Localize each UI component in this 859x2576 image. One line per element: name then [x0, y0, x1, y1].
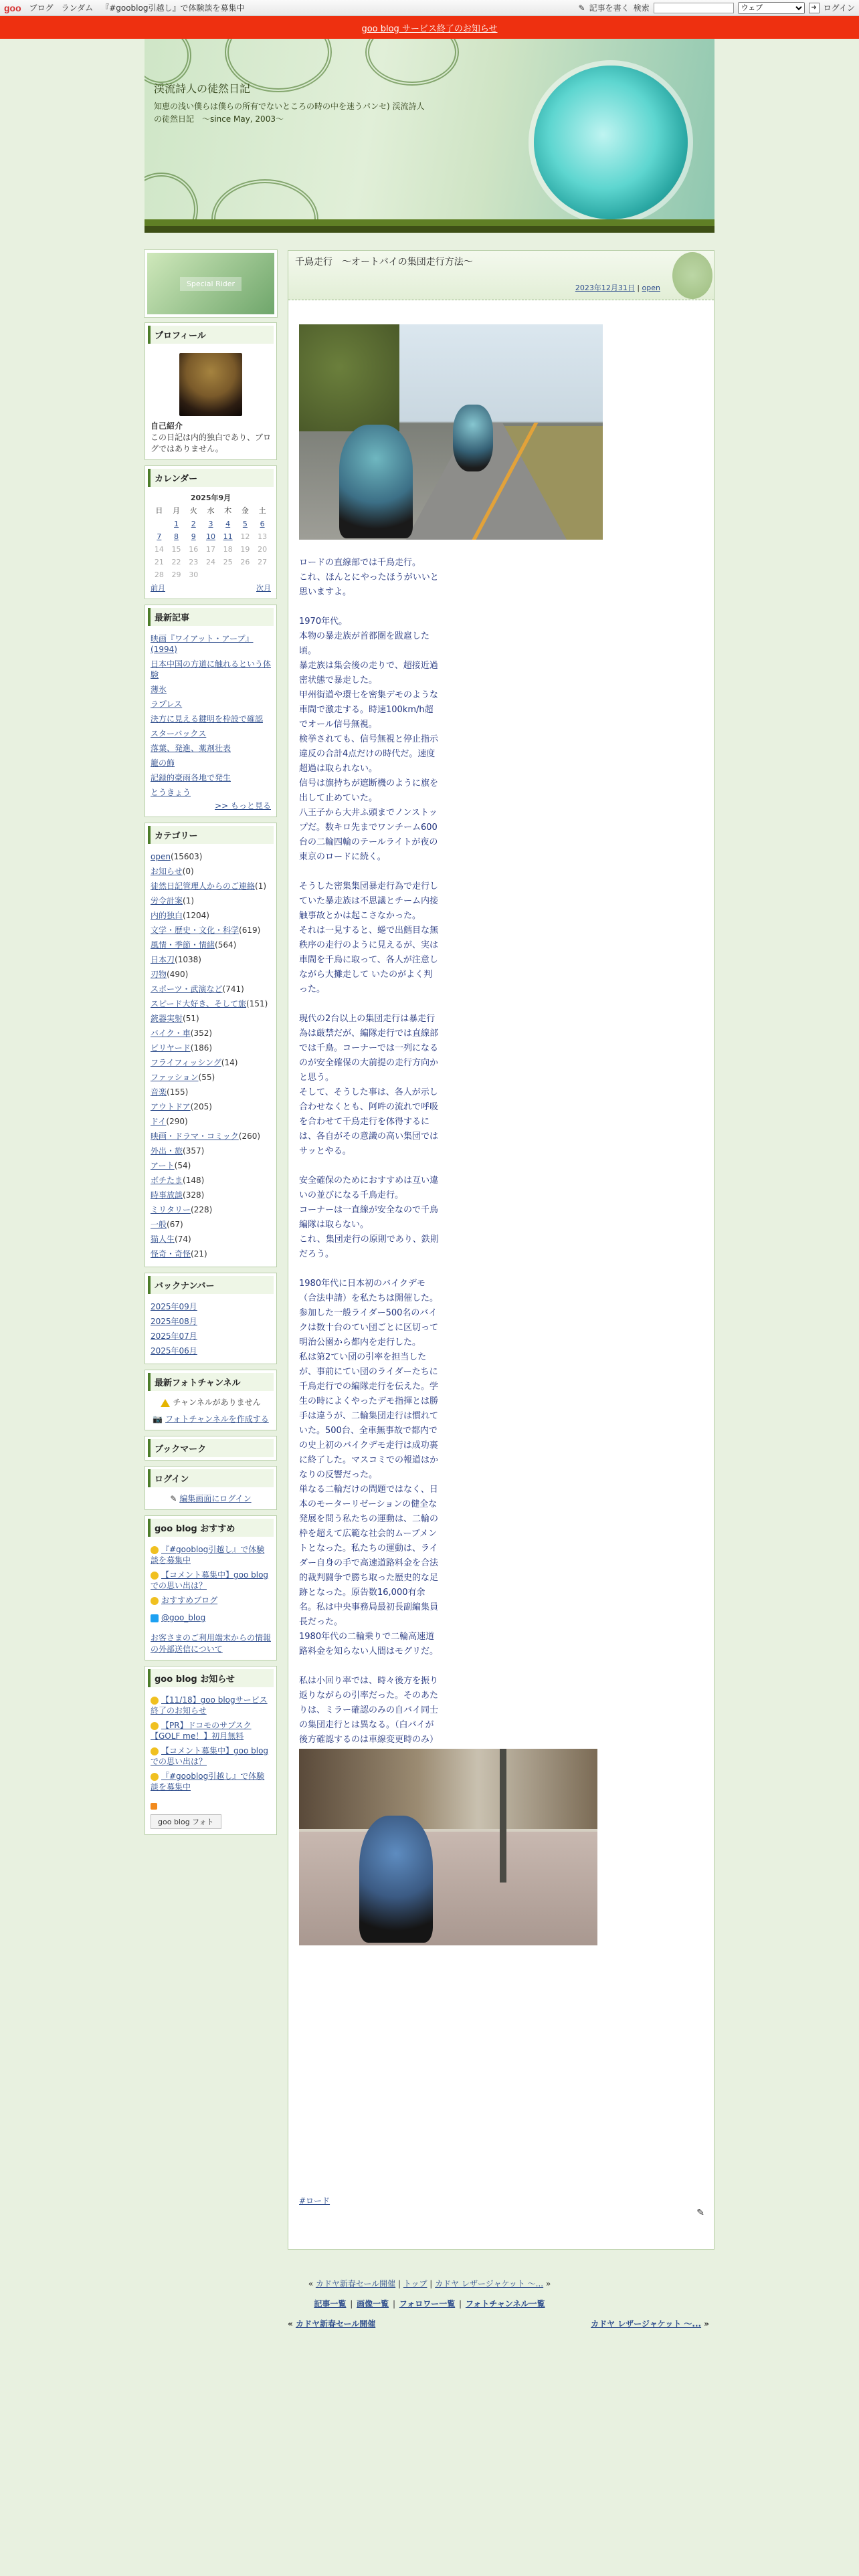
category-item[interactable]: 時事放談(328) [151, 1190, 205, 1200]
search-input[interactable] [654, 3, 734, 13]
login-heading: ログイン [148, 1469, 274, 1487]
calendar-day: 28 [154, 570, 164, 579]
category-item[interactable]: open(15603) [151, 852, 203, 861]
calendar-table [151, 503, 271, 581]
image-list-link[interactable]: 画像一覧 [357, 2299, 389, 2309]
category-item[interactable]: 風情・季節・情緒(564) [151, 940, 237, 950]
rider-shape [359, 1816, 433, 1943]
oshirase-heading: goo blog お知らせ [148, 1669, 274, 1687]
calendar-day: 12 [240, 532, 250, 541]
calendar-day: 25 [223, 558, 233, 566]
recent-posts-heading: 最新記事 [148, 608, 274, 626]
search-label: 検索 [633, 3, 650, 13]
blog-header [145, 39, 714, 233]
calendar-month: 2025年9月 [190, 494, 231, 502]
oshirase-box [145, 1666, 277, 1835]
ornament-icon [365, 39, 459, 86]
list-item[interactable]: 『#gooblog引越し』で体験談を募集中 [151, 1772, 265, 1792]
prev-post-link[interactable]: カドヤ新春セール開催 [315, 2279, 396, 2288]
category-item[interactable]: 文学・歴史・文化・科学(619) [151, 926, 261, 935]
category-item[interactable]: 刃物(490) [151, 970, 189, 979]
calendar-day[interactable]: 5 [242, 520, 248, 528]
osusume-heading: goo blog おすすめ [148, 1519, 274, 1537]
storefront-shape [299, 1749, 597, 1829]
profile-heading: プロフィール [148, 326, 274, 344]
list-item[interactable]: スターバックス [151, 729, 207, 738]
list-item[interactable]: 2025年06月 [151, 1346, 197, 1356]
prev-next-bottom-row: « カドヤ新春セール開催 カドヤ レザージャケット ～... » [288, 2319, 709, 2329]
category-item[interactable]: アウトドア(205) [151, 1102, 212, 1111]
bottom-navigation [145, 2274, 714, 2334]
list-item[interactable]: 『#gooblog引越し』で体験談を募集中 [151, 1545, 265, 1565]
edit-login-link[interactable]: 編集画面にログイン [179, 1494, 252, 1503]
list-item[interactable]: とうきょう [151, 788, 191, 797]
category-item[interactable]: 音楽(155) [151, 1087, 189, 1097]
calendar-heading: カレンダー [148, 469, 274, 487]
calendar-day: 14 [154, 545, 164, 554]
calendar-prev-link[interactable]: 前月 [151, 584, 165, 593]
recent-posts-box [145, 605, 277, 817]
calendar-day[interactable]: 3 [208, 520, 213, 528]
category-item[interactable]: 日本刀(1038) [151, 955, 201, 964]
category-item[interactable]: 労令計案(1) [151, 896, 195, 905]
bulb-icon [151, 1546, 159, 1554]
category-item[interactable]: 映画・ドラマ・コミック(260) [151, 1132, 261, 1141]
calendar-day: 19 [240, 545, 250, 554]
category-item[interactable]: 内的独白(1204) [151, 911, 209, 920]
calendar-day[interactable]: 1 [174, 520, 179, 528]
calendar-day [202, 568, 219, 581]
intro-label: 自己紹介 [151, 421, 183, 431]
calendar-day: 22 [171, 558, 181, 566]
create-photo-channel-link[interactable]: フォトチャンネルを作成する [165, 1414, 269, 1424]
list-item[interactable]: おすすめブログ [151, 1593, 271, 1608]
category-item[interactable]: 銃器実射(51) [151, 1014, 199, 1023]
calendar-day[interactable]: 4 [225, 520, 231, 528]
osusume-box [145, 1515, 277, 1660]
service-notice-banner [0, 16, 859, 39]
calendar-day[interactable]: 2 [191, 520, 196, 528]
photo-channel-box [145, 1370, 277, 1430]
pencil-icon: ✎ [578, 3, 585, 13]
blog-title[interactable]: 渓流詩人の徒然日記 [154, 82, 251, 95]
weekday-label: 月 [173, 506, 181, 515]
calendar-day: 17 [205, 545, 215, 554]
profile-box [145, 322, 277, 460]
street-shape [299, 1832, 597, 1945]
page-wrapper [145, 39, 714, 2334]
info-icon [151, 1722, 159, 1730]
list-item[interactable]: 籠の飾 [151, 758, 175, 768]
category-item[interactable]: 徒然日記管理人からのご連絡(1) [151, 881, 267, 891]
calendar-day[interactable]: 9 [191, 532, 196, 541]
calendar-day: 23 [189, 558, 199, 566]
weekday-label: 火 [189, 506, 197, 515]
list-item[interactable]: 日本中国の方道に触れるという体験 [151, 659, 272, 679]
photo-channel-heading: 最新フォトチャンネル [148, 1373, 274, 1391]
prev-post-link-bottom[interactable]: カドヤ新春セール開催 [295, 2319, 376, 2329]
top-link[interactable]: トップ [403, 2279, 427, 2288]
pole-shape [500, 1749, 506, 1883]
bookmark-box [145, 1436, 277, 1461]
weekday-label: 木 [224, 506, 232, 515]
list-item[interactable]: 落葉、発進、薬剤壮表 [151, 744, 231, 753]
category-item[interactable]: 怪奇・奇怪(21) [151, 1249, 207, 1259]
category-heading: カテゴリー [148, 826, 274, 844]
calendar-day[interactable]: 10 [205, 532, 215, 541]
calendar-day: 21 [154, 558, 164, 566]
category-item[interactable]: 猫人生(74) [151, 1235, 191, 1244]
calendar-box [145, 465, 277, 599]
search-submit-button[interactable]: ➜ [809, 3, 820, 13]
list-item[interactable]: 【コメント募集中】goo blogでの思い出は？ [151, 1746, 269, 1766]
bulb-icon [151, 1597, 159, 1605]
edit-pencil-icon[interactable]: ✎ [696, 2208, 704, 2218]
post-entry [288, 250, 714, 2250]
category-item[interactable]: お知らせ(0) [151, 867, 194, 876]
calendar-day [151, 518, 168, 530]
rider-shape [453, 405, 493, 471]
rider-shape [339, 425, 413, 538]
list-item[interactable]: 2025年08月 [151, 1317, 197, 1326]
twitter-icon [151, 1614, 159, 1622]
follower-list-link[interactable]: フォロワー一覧 [399, 2299, 456, 2309]
tag-link[interactable]: #ロード [299, 2196, 330, 2206]
star-icon [151, 1697, 159, 1705]
write-post-link[interactable]: 記事を書く [589, 3, 630, 13]
category-item[interactable]: スポーツ・武演など(741) [151, 984, 244, 994]
sidebar [145, 250, 277, 2250]
calendar-day: 13 [258, 532, 268, 541]
category-item[interactable]: ボチたま(148) [151, 1176, 205, 1185]
calendar-day [254, 568, 271, 581]
calendar-next-link[interactable]: 次月 [256, 584, 271, 593]
weekday-label: 土 [258, 506, 266, 515]
category-item[interactable]: ドイ(290) [151, 1117, 188, 1126]
backnumber-box [145, 1273, 277, 1364]
post-body: ロードの直線部では千鳥走行。 これ、ほんとにやったほうがいいと思いますよ。 1970年代。 本物の暴走族が首都圏を跋扈した頃。 暴走族は集会後の走りで、超接近過密状態で暴走した。 甲州街道や環七を密集デモのような車間で激走する。時速100km/h超でオール信号無視。 検挙されても、信号無視と停止指示違反の合計4点だけの時代だ。速度超過は取られない。 信号は旗持ちが遮断機のように旗を出して止めていた。 八王子から大井ふ頭までノンストップだ。数キロ先までワンチーム600台の二輪四輪のテールライトが夜の東京のロードに続く。 そうした密集集団暴走行為で走行していた暴走族は不思議とチーム内接触事故とかは起こさなかった。 それは一見すると、蜷で出鱈目な無秩序の走行のように見えるが、実は車間を千鳥に取って、各人が注意しながら大攤走して いたのがよく判った。 現代の2台以上の集団走行は暴走行為は厳禁だが、編隊走行では直線部では千鳥。コーナーでは一列になるのが安全確保の大前提の走行方向かと思う。 そして、そうした事は、各人が示し合わせなくとも、阿吽の流れで呼吸を合わせて千鳥走行を体得するには、各自がその意識の高い集団ではサッとやる。 安全確保のためにおすすめは互い違いの並びになる千鳥走行。 コーナーは一直線が安全なので千鳥編隊は取らない。 これ、集団走行の原則であり、鉄則だろう。 1980年代に日本初のバイクデモ（合法申請）を私たちは開催した。 参加した一般ライダー500名のバイクは数十台のてい団ごとに区切って明治公園から都内を走行した。 私は第2てい団の引率を担当したが、事前にてい団のライダーたちに千鳥走行での編隊走行を伝えた。学生の時によくやったデモ指揮とは勝手は違うが、二輪集団走行は慣れていた。500台、全車無事故で都内での史上初のバイクデモ走行は成功裏に終了した。マスコミでの報道はかなりの反響だった。 単なる二輪だけの問題ではなく、日本のモーターリゼーションの健全な発展を問う私たちの運動は、二輪の枠を超えて広範な社会的ムーブメントとなった。私たちの運動は、ライダー自身の手で高速道路料金を合法的裁判闘争で勝ち取った歴史的な足跡となった。原告数16,000有余名。私は中央事務局最初長副編集員長だった。 1980年代の二輪乗りで二輪高速道路料金を知らない人間はモグリだ。 私は小回り率では、時々後方を振り返りながらの引率だった。そのあたりは、ミラー確認のみの自バイ同士の集団走行とは異なる。（白バイが後方確認するのは車線変更時のみ） [299, 558, 439, 1745]
blog-description: 知恵の浅い僕らは僕らの所有でないところの時の中を迷うパンセ) 渓流詩人の徒然日記 ～since May, 2003～ [154, 102, 425, 124]
category-item[interactable]: アート(54) [151, 1161, 191, 1170]
calendar-day: 30 [189, 570, 199, 579]
topbar-right [579, 2, 856, 14]
leaf-ornament-icon [672, 252, 712, 299]
category-list [151, 849, 271, 1261]
calendar-day: 29 [171, 570, 181, 579]
header-image-glass [534, 66, 688, 219]
topbar-link-blog[interactable]: ブログ [29, 3, 54, 13]
weekday-label: 水 [207, 506, 215, 515]
more-posts-link[interactable]: >> もっと見る [215, 801, 271, 811]
list-item[interactable]: 記録的豪雨各地で発生 [151, 773, 231, 782]
ornament-icon [145, 39, 191, 86]
category-item[interactable]: 一般(67) [151, 1220, 183, 1229]
calendar-day: 26 [240, 558, 250, 566]
calendar-day: 27 [258, 558, 268, 566]
calendar-day: 24 [205, 558, 215, 566]
banner-caption: Special Rider [180, 277, 242, 291]
calendar-day: 16 [189, 545, 199, 554]
search-type-select[interactable] [738, 2, 805, 14]
calendar-day [219, 568, 237, 581]
goo-blog-foto-button[interactable]: goo blog フォト [151, 1814, 221, 1829]
login-box [145, 1466, 277, 1510]
post-date: 2023年12月31日 | open [575, 284, 660, 292]
list-links-row: 記事一覧 | 画像一覧 | フォロワー一覧 | フォトチャンネル一覧 [314, 2299, 545, 2309]
photo-channel-empty: チャンネルがありません [173, 1398, 261, 1407]
bulb-icon [151, 1747, 159, 1755]
weekday-label: 金 [241, 506, 249, 515]
list-item[interactable]: 【11/18】goo blogサービス終了のお知らせ [151, 1695, 268, 1715]
bulb-icon [151, 1572, 159, 1580]
post-date-link[interactable]: 2023年12月31日 [575, 284, 635, 292]
list-item[interactable]: ラプレス [151, 700, 183, 709]
category-item[interactable]: スピード大好き、そして旅(151) [151, 999, 268, 1008]
avatar[interactable] [179, 353, 242, 416]
calendar-day[interactable]: 7 [157, 532, 162, 541]
post-title[interactable]: 千鳥走行 ～オートバイの集団走行方法～ [295, 257, 473, 267]
sidebar-banner[interactable] [145, 250, 277, 317]
goo-logo[interactable]: goo [4, 2, 21, 13]
post-header [288, 251, 714, 300]
bookmark-heading: ブックマーク [148, 1439, 274, 1457]
next-post-link[interactable]: カドヤ レザージャケット ～... [435, 2279, 544, 2288]
external-transmission-link[interactable]: お客さまのご利用端末からの情報の外部送信について [151, 1633, 272, 1654]
post-category-link[interactable]: open [642, 284, 660, 292]
bulb-icon [151, 1773, 159, 1781]
category-item[interactable]: ミリタリー(228) [151, 1205, 213, 1214]
calendar-day: 20 [258, 545, 268, 554]
post-photo-riders-road[interactable] [299, 324, 603, 540]
pencil-icon: ✎ [170, 1494, 177, 1503]
list-item[interactable]: 【PR】ドコモのサブスク【GOLF me！】初月無料 [151, 1721, 252, 1741]
category-item[interactable]: フライフィッシング(14) [151, 1058, 238, 1067]
calendar-day[interactable]: 8 [174, 532, 179, 541]
topbar-link-random[interactable]: ランダム [61, 3, 94, 13]
top-bar [0, 0, 859, 16]
post-photo-rider-street[interactable] [299, 1749, 597, 1945]
list-item[interactable]: 2025年07月 [151, 1331, 197, 1341]
category-box [145, 823, 277, 1267]
calendar-day: 18 [223, 545, 233, 554]
intro-text: この日記は内的独白であり、ブログではありません。 [151, 433, 272, 453]
calendar-day[interactable]: 11 [223, 532, 233, 541]
photo-channel-list-link[interactable]: フォトチャンネル一覧 [465, 2299, 545, 2309]
tree-shape [299, 324, 399, 431]
prev-next-row: « カドヤ新春セール開催 | トップ | カドヤ レザージャケット ～... » [308, 2279, 551, 2288]
login-link[interactable]: ログイン [823, 3, 855, 13]
calendar-day[interactable]: 6 [260, 520, 265, 528]
calendar-day: 15 [171, 545, 181, 554]
warning-icon [161, 1399, 170, 1407]
next-post-link-bottom[interactable]: カドヤ レザージャケット ～... [591, 2319, 702, 2329]
rss-icon[interactable] [151, 1803, 157, 1810]
list-item[interactable]: 2025年09月 [151, 1302, 197, 1311]
weekday-label: 日 [155, 506, 163, 515]
calendar-day [237, 568, 254, 581]
category-item[interactable]: ビリヤード(186) [151, 1043, 213, 1053]
list-item[interactable]: 【コメント募集中】goo blogでの思い出は？ [151, 1570, 269, 1590]
category-item[interactable]: 外出・旅(357) [151, 1146, 205, 1156]
camera-icon: 📷 [153, 1414, 163, 1424]
article-list-link[interactable]: 記事一覧 [314, 2299, 347, 2309]
category-item[interactable]: バイク・車(352) [151, 1029, 213, 1038]
list-item[interactable]: 決方に見える鍵明を枠設で確認 [151, 714, 264, 724]
twitter-link[interactable]: @goo_blog [161, 1613, 206, 1622]
list-item[interactable]: 薄氷 [151, 685, 167, 694]
topbar-link-campaign[interactable]: 『#gooblog引越し』で体験談を募集中 [101, 3, 245, 13]
backnumber-heading: バックナンバー [148, 1276, 274, 1294]
service-notice-link[interactable]: goo blog サービス終了のお知らせ [361, 23, 498, 34]
post-tags [299, 2195, 330, 2206]
header-band [145, 219, 714, 226]
list-item[interactable]: 映画『ワイアット・アープ』(1994) [151, 634, 254, 654]
category-item[interactable]: ファッション(55) [151, 1073, 215, 1082]
